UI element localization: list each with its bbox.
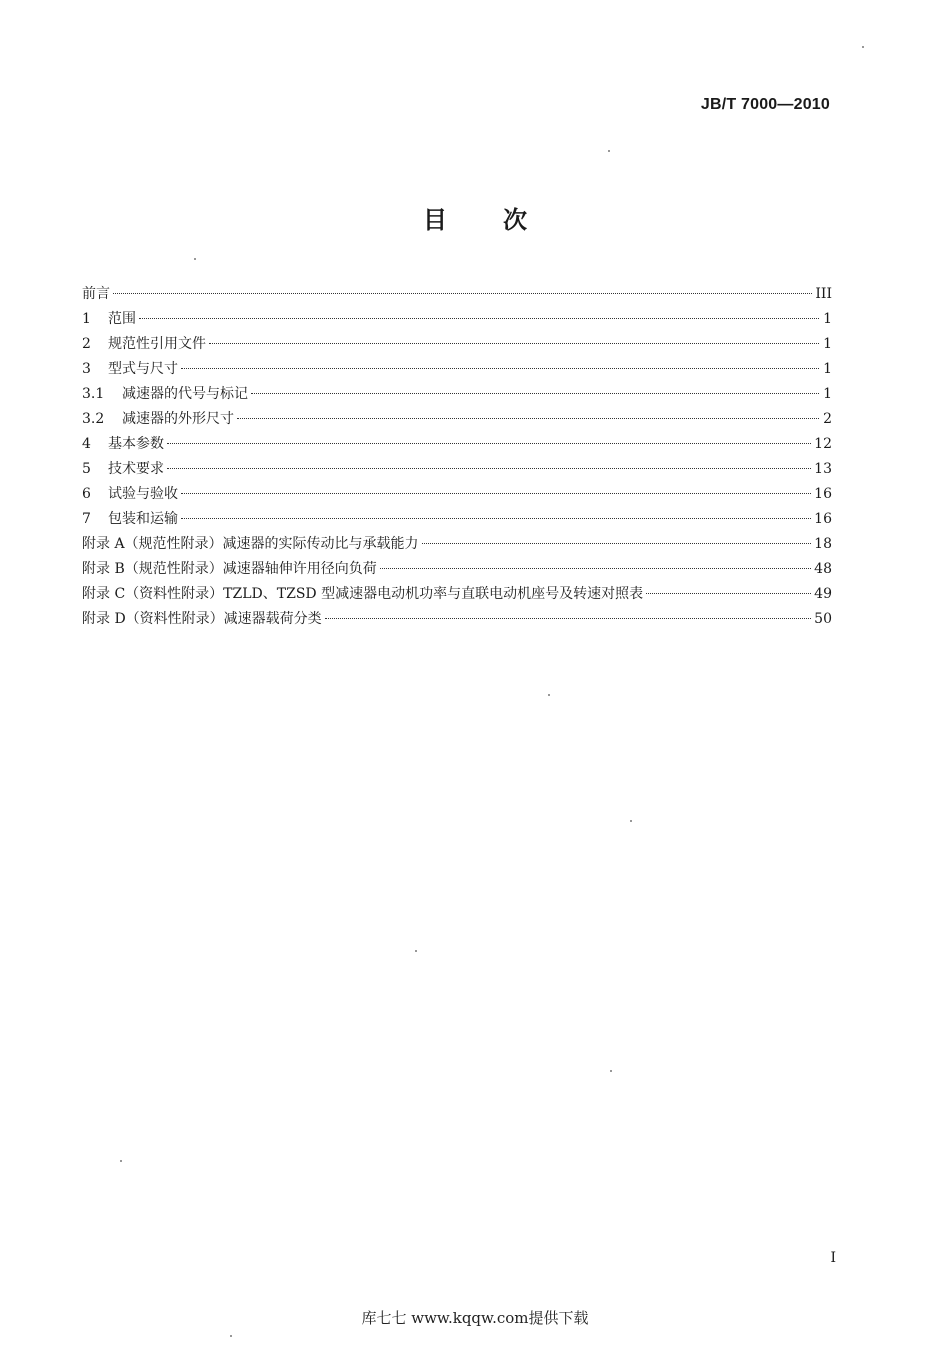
- toc-page-number: 16: [814, 511, 832, 527]
- toc-leader-dots: [167, 468, 811, 469]
- toc-page-number: 1: [823, 336, 832, 352]
- toc-page-number: 16: [814, 486, 832, 502]
- toc-page-number: 18: [814, 536, 832, 552]
- scan-speck: [610, 1070, 612, 1072]
- toc-page-number: III: [815, 286, 832, 302]
- toc-page-number: 12: [814, 436, 832, 452]
- toc-label: 减速器的外形尺寸: [122, 411, 234, 427]
- toc-leader-dots: [181, 518, 811, 519]
- toc-page-number: 50: [814, 611, 832, 627]
- scan-speck: [415, 950, 417, 952]
- toc-section-number: 3: [82, 361, 91, 377]
- scan-speck: [630, 820, 632, 822]
- toc-label: 技术要求: [108, 461, 164, 477]
- toc-leader-dots: [139, 318, 819, 319]
- toc-leader-dots: [181, 493, 811, 494]
- toc-label: 附录 B（规范性附录）减速器轴伸许用径向负荷: [82, 561, 377, 577]
- toc-page-number: 1: [823, 361, 832, 377]
- toc-leader-dots: [181, 368, 819, 369]
- toc-section-number: 6: [82, 486, 91, 502]
- scan-speck: [548, 694, 550, 696]
- toc-label: 附录 D（资料性附录）减速器载荷分类: [82, 611, 322, 627]
- scan-speck: [230, 1335, 232, 1337]
- toc-entry-4[interactable]: [82, 432, 832, 457]
- toc-page-number: 2: [823, 411, 832, 427]
- toc-section-number: 3.2: [82, 411, 105, 427]
- scan-speck: [862, 46, 864, 48]
- toc-section-number: 1: [82, 311, 91, 327]
- toc-entry-preface[interactable]: [82, 282, 832, 307]
- toc-leader-dots: [209, 343, 819, 344]
- toc-section-number: 7: [82, 511, 91, 527]
- toc-label: 基本参数: [108, 436, 164, 452]
- toc-page-number: 1: [823, 386, 832, 402]
- toc-section-number: 5: [82, 461, 91, 477]
- toc-leader-dots: [380, 568, 811, 569]
- page-title: 目次: [423, 206, 583, 234]
- toc-page-number: 13: [814, 461, 832, 477]
- toc-label: 试验与验收: [108, 486, 178, 502]
- scan-speck: [194, 258, 196, 260]
- toc-entry-6[interactable]: [82, 482, 832, 507]
- toc-entry-3-1[interactable]: [82, 382, 832, 407]
- table-of-contents: [82, 282, 832, 632]
- toc-entry-5[interactable]: [82, 457, 832, 482]
- toc-entry-appendix-c[interactable]: [82, 582, 832, 607]
- toc-section-number: 2: [82, 336, 91, 352]
- toc-entry-appendix-d[interactable]: [82, 607, 832, 632]
- toc-leader-dots: [251, 393, 819, 394]
- toc-label: 规范性引用文件: [108, 336, 206, 352]
- toc-leader-dots: [237, 418, 819, 419]
- scan-speck: [608, 150, 610, 152]
- toc-section-number: 3.1: [82, 386, 105, 402]
- toc-leader-dots: [646, 593, 811, 594]
- toc-label: 附录 A（规范性附录）减速器的实际传动比与承载能力: [82, 536, 419, 552]
- toc-entry-appendix-a[interactable]: [82, 532, 832, 557]
- toc-entry-2[interactable]: [82, 332, 832, 357]
- toc-label: 减速器的代号与标记: [122, 386, 248, 402]
- download-footer: 库七七 www.kqqw.com提供下载: [361, 1309, 589, 1327]
- toc-entry-7[interactable]: [82, 507, 832, 532]
- toc-leader-dots: [113, 293, 812, 294]
- toc-label: 前言: [82, 286, 110, 302]
- toc-page-number: 48: [814, 561, 832, 577]
- toc-leader-dots: [325, 618, 811, 619]
- toc-leader-dots: [422, 543, 812, 544]
- toc-label: 包装和运输: [108, 511, 178, 527]
- toc-label: 范围: [108, 311, 136, 327]
- standard-code: JB/T 7000—2010: [700, 96, 830, 113]
- scan-speck: [120, 1160, 122, 1162]
- toc-entry-3[interactable]: [82, 357, 832, 382]
- toc-page-number: 1: [823, 311, 832, 327]
- toc-page-number: 49: [814, 586, 832, 602]
- toc-label: 型式与尺寸: [108, 361, 178, 377]
- toc-entry-1[interactable]: [82, 307, 832, 332]
- toc-section-number: 4: [82, 436, 91, 452]
- toc-label: 附录 C（资料性附录）TZLD、TZSD 型减速器电动机功率与直联电动机座号及转速对照表: [82, 586, 644, 602]
- toc-leader-dots: [167, 443, 811, 444]
- toc-entry-appendix-b[interactable]: [82, 557, 832, 582]
- page-number: I: [830, 1250, 836, 1266]
- toc-entry-3-2[interactable]: [82, 407, 832, 432]
